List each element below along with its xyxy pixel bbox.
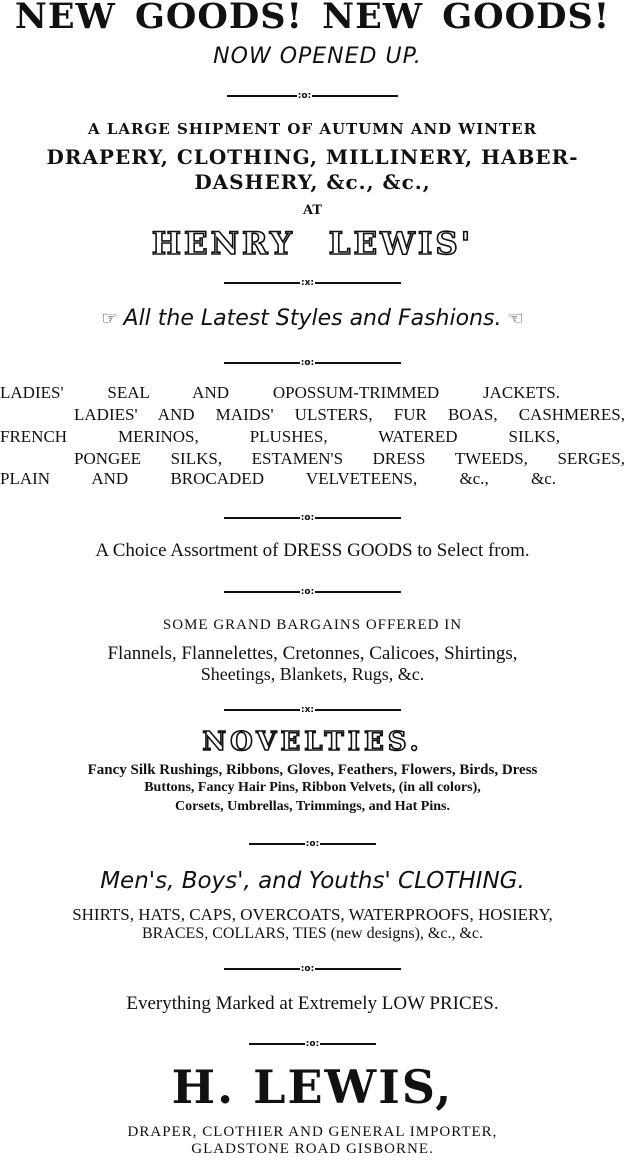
footer-line-1: DRAPER, CLOTHIER AND GENERAL IMPORTER,: [127, 1124, 498, 1140]
intro-line-1: A LARGE SHIPMENT OF AUTUMN AND WINTER: [87, 120, 538, 138]
divider-9: :o:: [0, 1038, 625, 1050]
divider-5: :o:: [0, 586, 625, 598]
novelties-line-3: Corsets, Umbrellas, Trimmings, and Hat Pins.: [175, 799, 450, 814]
subheadline: NOW OPENED UP.: [213, 44, 422, 69]
divider-1: :o:: [0, 90, 625, 102]
divider-8: :o:: [0, 963, 625, 975]
intro-line-2: DRAPERY, CLOTHING, MILLINERY, HABER-: [46, 145, 579, 169]
shop-name: HENRY LEWIS': [151, 226, 474, 262]
novelties-line-2: Buttons, Fancy Hair Pins, Ribbon Velvets, (in all colors),: [144, 780, 481, 795]
divider-3: :o:: [0, 357, 625, 369]
novelties-title: NOVELTIES.: [202, 727, 423, 757]
clothing-title: Men's, Boys', and Youths' CLOTHING.: [100, 868, 525, 894]
ladies-line-4: PONGEE SILKS, ESTAMEN'S DRESS TWEEDS, SERGES,: [74, 449, 625, 468]
clothing-line-2: BRACES, COLLARS, TIES (new designs), &c., &c.: [141, 925, 484, 942]
bargains-line-2: Flannels, Flannelettes, Cretonnes, Calicoes, Shirtings,: [107, 643, 518, 664]
divider-2: :x:: [0, 277, 625, 289]
fashions-text: All the Latest Styles and Fashions.: [123, 306, 502, 331]
pointing-hand-right-icon: ☞: [101, 308, 118, 329]
divider-7: :o:: [0, 838, 625, 850]
divider-4: :o:: [0, 512, 625, 524]
bargains-line-3: Sheetings, Blankets, Rugs, &c.: [200, 664, 425, 684]
footer-line-2: GLADSTONE ROAD GISBORNE.: [191, 1141, 434, 1157]
ladies-line-3: FRENCH MERINOS, PLUSHES, WATERED SILKS,: [0, 427, 560, 446]
intro-line-3: DASHERY, &c., &c.,: [194, 170, 431, 194]
dress-goods: A Choice Assortment of DRESS GOODS to Select from.: [95, 540, 530, 561]
ladies-line-1: LADIES' SEAL AND OPOSSUM-TRIMMED JACKETS.: [0, 383, 560, 402]
divider-6: :x:: [0, 704, 625, 716]
headline: NEW GOODS! NEW GOODS!: [14, 0, 611, 37]
bargains-line-1: SOME GRAND BARGAINS OFFERED IN: [162, 617, 463, 633]
fashions-row: [0, 306, 625, 331]
clothing-line-1: SHIRTS, HATS, CAPS, OVERCOATS, WATERPROOFS, HOSIERY,: [72, 905, 553, 924]
footer-name: H. LEWIS,: [171, 1060, 454, 1114]
ladies-line-5: PLAIN AND BROCADED VELVETEENS, &c., &c.: [0, 469, 556, 488]
ladies-line-2: LADIES' AND MAIDS' ULSTERS, FUR BOAS, CASHMERES,: [74, 405, 625, 424]
novelties-line-1: Fancy Silk Rushings, Ribbons, Gloves, Feathers, Flowers, Birds, Dress: [87, 762, 538, 778]
prices: Everything Marked at Extremely LOW PRICES.: [126, 993, 499, 1014]
pointing-hand-left-icon: ☜: [507, 308, 524, 329]
intro-line-4: AT: [302, 203, 323, 218]
